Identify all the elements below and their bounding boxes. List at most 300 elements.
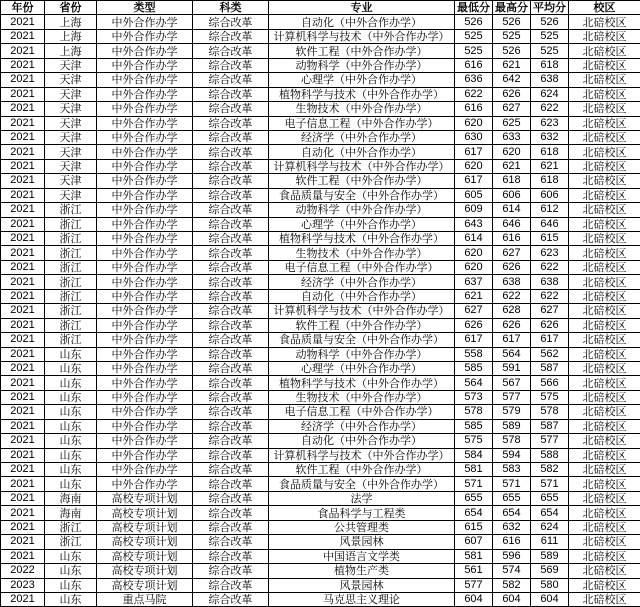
- year-cell: 2021: [1, 491, 45, 505]
- major-cell: 马克思主义理论: [269, 592, 455, 606]
- table-row: [1, 159, 640, 173]
- avg-score-cell: 606: [531, 188, 569, 202]
- subject-cell: 综合改革: [193, 217, 269, 231]
- table-row: [1, 58, 640, 72]
- table-row: [1, 304, 640, 318]
- min-score-cell: 581: [455, 549, 493, 563]
- max-score-cell: 625: [493, 116, 531, 130]
- subject-cell: 综合改革: [193, 592, 269, 606]
- avg-score-cell: 582: [531, 463, 569, 477]
- min-score-cell: 617: [455, 174, 493, 188]
- type-cell: 中外合作办学: [97, 29, 193, 43]
- avg-score-cell: 622: [531, 102, 569, 116]
- header-campus: 校区: [569, 1, 640, 15]
- type-cell: 中外合作办学: [97, 159, 193, 173]
- subject-cell: 综合改革: [193, 116, 269, 130]
- table-row: [1, 188, 640, 202]
- max-score-cell: 633: [493, 130, 531, 144]
- max-score-cell: 589: [493, 419, 531, 433]
- avg-score-cell: 626: [531, 318, 569, 332]
- major-cell: 食品科学与工程类: [269, 506, 455, 520]
- type-cell: 中外合作办学: [97, 203, 193, 217]
- province-cell: 山东: [45, 549, 97, 563]
- max-score-cell: 622: [493, 289, 531, 303]
- major-cell: 计算机科学与技术（中外合作办学）: [269, 448, 455, 462]
- campus-cell: 北碚校区: [569, 217, 640, 231]
- type-cell: 高校专项计划: [97, 520, 193, 534]
- subject-cell: 综合改革: [193, 448, 269, 462]
- subject-cell: 综合改革: [193, 275, 269, 289]
- min-score-cell: 620: [455, 246, 493, 260]
- province-cell: 上海: [45, 15, 97, 29]
- avg-score-cell: 525: [531, 44, 569, 58]
- table-row: [1, 491, 640, 505]
- type-cell: 中外合作办学: [97, 333, 193, 347]
- type-cell: 中外合作办学: [97, 361, 193, 375]
- table-row: [1, 318, 640, 332]
- table-row: [1, 564, 640, 578]
- year-cell: 2021: [1, 304, 45, 318]
- type-cell: 中外合作办学: [97, 44, 193, 58]
- year-cell: 2021: [1, 333, 45, 347]
- max-score-cell: 579: [493, 405, 531, 419]
- major-cell: 自动化（中外合作办学）: [269, 15, 455, 29]
- campus-cell: 北碚校区: [569, 419, 640, 433]
- province-cell: 山东: [45, 477, 97, 491]
- min-score-cell: 614: [455, 232, 493, 246]
- min-score-cell: 564: [455, 376, 493, 390]
- type-cell: 中外合作办学: [97, 58, 193, 72]
- avg-score-cell: 638: [531, 73, 569, 87]
- avg-score-cell: 618: [531, 145, 569, 159]
- year-cell: 2021: [1, 232, 45, 246]
- major-cell: 心理学（中外合作办学）: [269, 217, 455, 231]
- major-cell: 食品质量与安全（中外合作办学）: [269, 477, 455, 491]
- type-cell: 中外合作办学: [97, 102, 193, 116]
- major-cell: 公共管理类: [269, 520, 455, 534]
- year-cell: 2021: [1, 145, 45, 159]
- year-cell: 2021: [1, 275, 45, 289]
- max-score-cell: 577: [493, 390, 531, 404]
- major-cell: 电子信息工程（中外合作办学）: [269, 405, 455, 419]
- table-row: [1, 232, 640, 246]
- min-score-cell: 526: [455, 15, 493, 29]
- campus-cell: 北碚校区: [569, 448, 640, 462]
- year-cell: 2021: [1, 174, 45, 188]
- table-row: [1, 145, 640, 159]
- campus-cell: 北碚校区: [569, 87, 640, 101]
- province-cell: 山东: [45, 419, 97, 433]
- min-score-cell: 643: [455, 217, 493, 231]
- province-cell: 浙江: [45, 275, 97, 289]
- year-cell: 2021: [1, 463, 45, 477]
- max-score-cell: 632: [493, 520, 531, 534]
- year-cell: 2021: [1, 260, 45, 274]
- campus-cell: 北碚校区: [569, 246, 640, 260]
- campus-cell: 北碚校区: [569, 44, 640, 58]
- max-score-cell: 627: [493, 246, 531, 260]
- min-score-cell: 561: [455, 564, 493, 578]
- province-cell: 天津: [45, 87, 97, 101]
- header-major: 专业: [269, 1, 455, 15]
- subject-cell: 综合改革: [193, 506, 269, 520]
- max-score-cell: 627: [493, 102, 531, 116]
- campus-cell: 北碚校区: [569, 289, 640, 303]
- table-row: [1, 44, 640, 58]
- subject-cell: 综合改革: [193, 232, 269, 246]
- province-cell: 天津: [45, 58, 97, 72]
- campus-cell: 北碚校区: [569, 491, 640, 505]
- province-cell: 天津: [45, 116, 97, 130]
- table-row: [1, 361, 640, 375]
- province-cell: 浙江: [45, 246, 97, 260]
- type-cell: 中外合作办学: [97, 463, 193, 477]
- major-cell: 植物科学与技术（中外合作办学）: [269, 232, 455, 246]
- max-score-cell: 526: [493, 15, 531, 29]
- type-cell: 中外合作办学: [97, 15, 193, 29]
- table-row: [1, 520, 640, 534]
- campus-cell: 北碚校区: [569, 203, 640, 217]
- province-cell: 浙江: [45, 289, 97, 303]
- major-cell: 计算机科学与技术（中外合作办学）: [269, 304, 455, 318]
- min-score-cell: 615: [455, 520, 493, 534]
- campus-cell: 北碚校区: [569, 333, 640, 347]
- table-row: [1, 592, 640, 606]
- major-cell: 自动化（中外合作办学）: [269, 434, 455, 448]
- major-cell: 生物技术（中外合作办学）: [269, 246, 455, 260]
- subject-cell: 综合改革: [193, 333, 269, 347]
- max-score-cell: 564: [493, 347, 531, 361]
- province-cell: 浙江: [45, 232, 97, 246]
- subject-cell: 综合改革: [193, 304, 269, 318]
- province-cell: 山东: [45, 448, 97, 462]
- avg-score-cell: 589: [531, 549, 569, 563]
- avg-score-cell: 588: [531, 448, 569, 462]
- subject-cell: 综合改革: [193, 188, 269, 202]
- campus-cell: 北碚校区: [569, 29, 640, 43]
- min-score-cell: 609: [455, 203, 493, 217]
- avg-score-cell: 569: [531, 564, 569, 578]
- year-cell: 2021: [1, 477, 45, 491]
- type-cell: 高校专项计划: [97, 578, 193, 592]
- province-cell: 天津: [45, 174, 97, 188]
- avg-score-cell: 627: [531, 304, 569, 318]
- subject-cell: 综合改革: [193, 58, 269, 72]
- subject-cell: 综合改革: [193, 102, 269, 116]
- header-row: [1, 1, 640, 15]
- subject-cell: 综合改革: [193, 434, 269, 448]
- subject-cell: 综合改革: [193, 130, 269, 144]
- min-score-cell: 637: [455, 275, 493, 289]
- min-score-cell: 617: [455, 145, 493, 159]
- year-cell: 2021: [1, 376, 45, 390]
- province-cell: 天津: [45, 102, 97, 116]
- table-row: [1, 347, 640, 361]
- type-cell: 中外合作办学: [97, 419, 193, 433]
- subject-cell: 综合改革: [193, 73, 269, 87]
- major-cell: 动物科学（中外合作办学）: [269, 58, 455, 72]
- min-score-cell: 585: [455, 419, 493, 433]
- max-score-cell: 604: [493, 592, 531, 606]
- campus-cell: 北碚校区: [569, 73, 640, 87]
- province-cell: 浙江: [45, 520, 97, 534]
- avg-score-cell: 618: [531, 58, 569, 72]
- province-cell: 山东: [45, 564, 97, 578]
- max-score-cell: 616: [493, 232, 531, 246]
- min-score-cell: 571: [455, 477, 493, 491]
- table-row: [1, 246, 640, 260]
- min-score-cell: 525: [455, 44, 493, 58]
- table-row: [1, 390, 640, 404]
- subject-cell: 综合改革: [193, 520, 269, 534]
- avg-score-cell: 623: [531, 116, 569, 130]
- header-min-score: 最低分: [455, 1, 493, 15]
- avg-score-cell: 638: [531, 275, 569, 289]
- type-cell: 中外合作办学: [97, 405, 193, 419]
- subject-cell: 综合改革: [193, 477, 269, 491]
- year-cell: 2021: [1, 549, 45, 563]
- year-cell: 2021: [1, 361, 45, 375]
- max-score-cell: 638: [493, 275, 531, 289]
- table-row: [1, 333, 640, 347]
- province-cell: 山东: [45, 434, 97, 448]
- avg-score-cell: 622: [531, 260, 569, 274]
- table-row: [1, 29, 640, 43]
- avg-score-cell: 622: [531, 289, 569, 303]
- campus-cell: 北碚校区: [569, 361, 640, 375]
- year-cell: 2021: [1, 73, 45, 87]
- major-cell: 风景园林: [269, 535, 455, 549]
- year-cell: 2021: [1, 116, 45, 130]
- year-cell: 2021: [1, 203, 45, 217]
- subject-cell: 综合改革: [193, 15, 269, 29]
- major-cell: 动物科学（中外合作办学）: [269, 203, 455, 217]
- major-cell: 软件工程（中外合作办学）: [269, 44, 455, 58]
- max-score-cell: 571: [493, 477, 531, 491]
- province-cell: 山东: [45, 361, 97, 375]
- subject-cell: 综合改革: [193, 463, 269, 477]
- campus-cell: 北碚校区: [569, 15, 640, 29]
- campus-cell: 北碚校区: [569, 578, 640, 592]
- province-cell: 天津: [45, 73, 97, 87]
- campus-cell: 北碚校区: [569, 130, 640, 144]
- major-cell: 中国语言文学类: [269, 549, 455, 563]
- year-cell: 2021: [1, 419, 45, 433]
- campus-cell: 北碚校区: [569, 405, 640, 419]
- type-cell: 中外合作办学: [97, 73, 193, 87]
- province-cell: 山东: [45, 405, 97, 419]
- max-score-cell: 626: [493, 87, 531, 101]
- table-row: [1, 535, 640, 549]
- subject-cell: 综合改革: [193, 174, 269, 188]
- subject-cell: 综合改革: [193, 87, 269, 101]
- avg-score-cell: 612: [531, 203, 569, 217]
- table-row: [1, 506, 640, 520]
- campus-cell: 北碚校区: [569, 390, 640, 404]
- year-cell: 2021: [1, 246, 45, 260]
- table-row: [1, 203, 640, 217]
- type-cell: 中外合作办学: [97, 376, 193, 390]
- header-year: 年份: [1, 1, 45, 15]
- table-row: [1, 549, 640, 563]
- campus-cell: 北碚校区: [569, 376, 640, 390]
- max-score-cell: 646: [493, 217, 531, 231]
- year-cell: 2021: [1, 592, 45, 606]
- max-score-cell: 591: [493, 361, 531, 375]
- max-score-cell: 620: [493, 145, 531, 159]
- year-cell: 2021: [1, 520, 45, 534]
- max-score-cell: 621: [493, 159, 531, 173]
- type-cell: 高校专项计划: [97, 535, 193, 549]
- min-score-cell: 558: [455, 347, 493, 361]
- province-cell: 山东: [45, 347, 97, 361]
- major-cell: 食品质量与安全（中外合作办学）: [269, 188, 455, 202]
- avg-score-cell: 571: [531, 477, 569, 491]
- max-score-cell: 574: [493, 564, 531, 578]
- type-cell: 中外合作办学: [97, 304, 193, 318]
- subject-cell: 综合改革: [193, 376, 269, 390]
- year-cell: 2021: [1, 390, 45, 404]
- major-cell: 软件工程（中外合作办学）: [269, 174, 455, 188]
- max-score-cell: 621: [493, 58, 531, 72]
- max-score-cell: 526: [493, 44, 531, 58]
- subject-cell: 综合改革: [193, 44, 269, 58]
- major-cell: 生物技术（中外合作办学）: [269, 102, 455, 116]
- subject-cell: 综合改革: [193, 491, 269, 505]
- min-score-cell: 573: [455, 390, 493, 404]
- province-cell: 浙江: [45, 217, 97, 231]
- table-row: [1, 448, 640, 462]
- type-cell: 中外合作办学: [97, 260, 193, 274]
- campus-cell: 北碚校区: [569, 58, 640, 72]
- campus-cell: 北碚校区: [569, 159, 640, 173]
- avg-score-cell: 654: [531, 506, 569, 520]
- major-cell: 食品质量与安全（中外合作办学）: [269, 333, 455, 347]
- min-score-cell: 654: [455, 506, 493, 520]
- subject-cell: 综合改革: [193, 29, 269, 43]
- avg-score-cell: 587: [531, 361, 569, 375]
- province-cell: 山东: [45, 578, 97, 592]
- type-cell: 中外合作办学: [97, 289, 193, 303]
- major-cell: 电子信息工程（中外合作办学）: [269, 260, 455, 274]
- campus-cell: 北碚校区: [569, 434, 640, 448]
- avg-score-cell: 587: [531, 419, 569, 433]
- year-cell: 2021: [1, 289, 45, 303]
- year-cell: 2021: [1, 347, 45, 361]
- avg-score-cell: 575: [531, 390, 569, 404]
- year-cell: 2021: [1, 217, 45, 231]
- year-cell: 2021: [1, 535, 45, 549]
- year-cell: 2021: [1, 130, 45, 144]
- campus-cell: 北碚校区: [569, 347, 640, 361]
- year-cell: 2021: [1, 15, 45, 29]
- province-cell: 海南: [45, 506, 97, 520]
- min-score-cell: 620: [455, 116, 493, 130]
- min-score-cell: 616: [455, 102, 493, 116]
- subject-cell: 综合改革: [193, 145, 269, 159]
- year-cell: 2023: [1, 578, 45, 592]
- avg-score-cell: 624: [531, 520, 569, 534]
- year-cell: 2021: [1, 434, 45, 448]
- subject-cell: 综合改革: [193, 419, 269, 433]
- min-score-cell: 636: [455, 73, 493, 87]
- campus-cell: 北碚校区: [569, 116, 640, 130]
- max-score-cell: 594: [493, 448, 531, 462]
- province-cell: 天津: [45, 145, 97, 159]
- avg-score-cell: 655: [531, 491, 569, 505]
- avg-score-cell: 577: [531, 434, 569, 448]
- campus-cell: 北碚校区: [569, 102, 640, 116]
- campus-cell: 北碚校区: [569, 506, 640, 520]
- table-row: [1, 376, 640, 390]
- table-row: [1, 130, 640, 144]
- avg-score-cell: 604: [531, 592, 569, 606]
- campus-cell: 北碚校区: [569, 304, 640, 318]
- major-cell: 植物科学与技术（中外合作办学）: [269, 87, 455, 101]
- major-cell: 计算机科学与技术（中外合作办学）: [269, 159, 455, 173]
- min-score-cell: 607: [455, 535, 493, 549]
- avg-score-cell: 617: [531, 333, 569, 347]
- table-row: [1, 116, 640, 130]
- campus-cell: 北碚校区: [569, 463, 640, 477]
- max-score-cell: 628: [493, 304, 531, 318]
- year-cell: 2021: [1, 405, 45, 419]
- min-score-cell: 577: [455, 578, 493, 592]
- avg-score-cell: 611: [531, 535, 569, 549]
- type-cell: 高校专项计划: [97, 549, 193, 563]
- avg-score-cell: 618: [531, 174, 569, 188]
- avg-score-cell: 580: [531, 578, 569, 592]
- min-score-cell: 584: [455, 448, 493, 462]
- major-cell: 风景园林: [269, 578, 455, 592]
- province-cell: 天津: [45, 130, 97, 144]
- table-row: [1, 174, 640, 188]
- table-row: [1, 260, 640, 274]
- table-row: [1, 73, 640, 87]
- subject-cell: 综合改革: [193, 405, 269, 419]
- min-score-cell: 525: [455, 29, 493, 43]
- province-cell: 浙江: [45, 535, 97, 549]
- type-cell: 中外合作办学: [97, 87, 193, 101]
- major-cell: 动物科学（中外合作办学）: [269, 347, 455, 361]
- province-cell: 浙江: [45, 333, 97, 347]
- subject-cell: 综合改革: [193, 347, 269, 361]
- table-row: [1, 102, 640, 116]
- table-body: [1, 15, 640, 607]
- major-cell: 法学: [269, 491, 455, 505]
- province-cell: 上海: [45, 29, 97, 43]
- province-cell: 浙江: [45, 318, 97, 332]
- table-row: [1, 289, 640, 303]
- table-row: [1, 477, 640, 491]
- table-row: [1, 578, 640, 592]
- avg-score-cell: 623: [531, 246, 569, 260]
- min-score-cell: 655: [455, 491, 493, 505]
- subject-cell: 综合改革: [193, 159, 269, 173]
- major-cell: 生物技术（中外合作办学）: [269, 390, 455, 404]
- province-cell: 浙江: [45, 304, 97, 318]
- major-cell: 经济学（中外合作办学）: [269, 130, 455, 144]
- province-cell: 山东: [45, 592, 97, 606]
- min-score-cell: 621: [455, 289, 493, 303]
- year-cell: 2021: [1, 159, 45, 173]
- year-cell: 2021: [1, 87, 45, 101]
- type-cell: 重点马院: [97, 592, 193, 606]
- province-cell: 海南: [45, 491, 97, 505]
- subject-cell: 综合改革: [193, 549, 269, 563]
- min-score-cell: 581: [455, 463, 493, 477]
- max-score-cell: 626: [493, 260, 531, 274]
